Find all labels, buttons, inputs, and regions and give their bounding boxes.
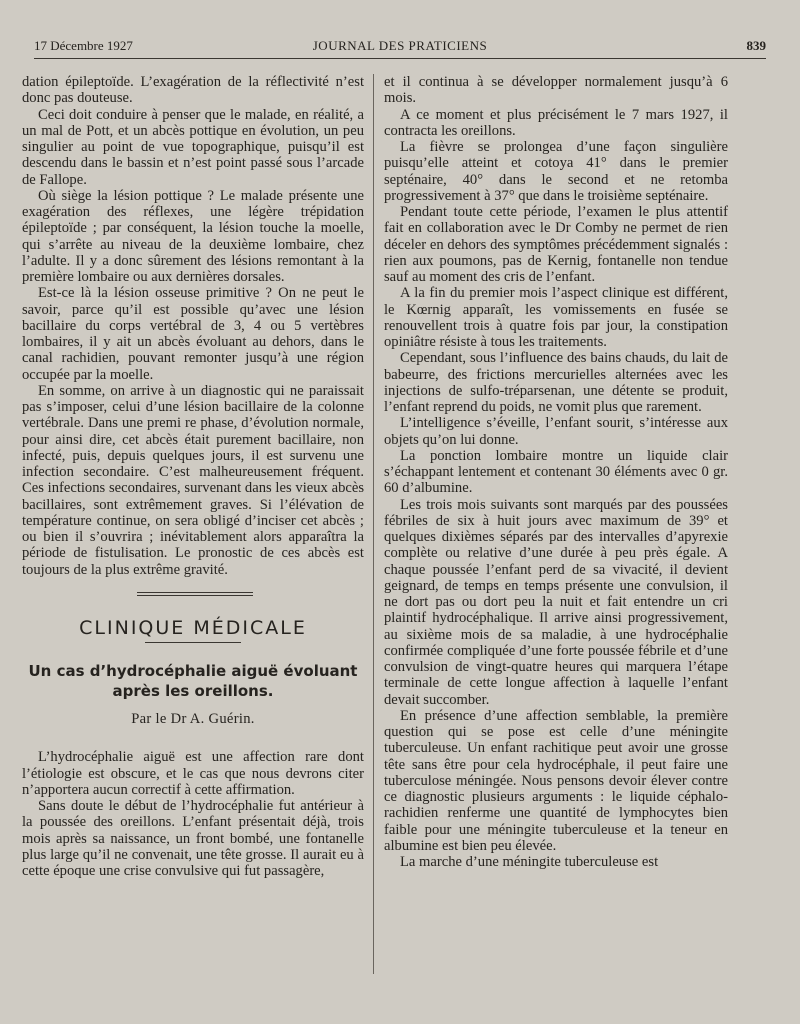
article-byline: Par le Dr A. Guérin. — [131, 711, 255, 727]
paragraph: L’intelligence s’éveille, l’enfant sourit, s’intéresse aux objets qu’on lui donne. — [384, 415, 728, 448]
paragraph: La marche d’une méningite tuberculeuse est — [400, 854, 659, 870]
left-column — [22, 74, 364, 879]
paragraph: En somme, on arrive à un diagnostic qui ne paraissait pas s’imposer, celui d’une lésion bacillaire de la colonne vertébrale. Dans une premi re phase, d’évolution normale, pour ainsi dire, cet abcès était purement bacillaire, non infecté, puis, depuis quelques jours, il est survenu une infection secondaire. C’est malheureusement fréquent. Ces infections secondaires, survenant dans les vieux abcès bacillaires, sont extrêmement graves. Si l’élévation de température continue, on sera obligé d’inciser cet abcès ; ou bien il s’ouvrira ; inévitablement alors apparaîtra la période de fistulisation. Le pronostic de ces abcès est toujours de la plus extrême gravité. — [22, 382, 364, 578]
header-page-number: 839 — [746, 38, 766, 53]
right-column — [384, 74, 728, 870]
paragraph: La fièvre se prolongea d’une façon singulière puisqu’elle atteint et cotoya 41° dans le premier septénaire, 40° dans le second et ne retomba progressivement à 37° que dans le troisième septénaire. — [384, 139, 728, 204]
article-title-line: Un cas d’hydrocéphalie aiguë évoluant — [28, 662, 358, 680]
section-title: CLINIQUE MÉDICALE — [79, 616, 307, 639]
running-header — [34, 38, 766, 59]
header-date: 17 Décembre 1927 — [34, 38, 133, 53]
section-title-rule — [145, 642, 241, 643]
paragraph: Pendant toute cette période, l’examen le plus attentif fait en collaboration avec le Dr Comby ne permet de rien déceler en dehors des symptômes précédemment signalés : rien aux poumons, pas de Kernig, fontanelle non tendue sauf au moment des cris de l’enfant. — [384, 204, 728, 285]
paragraph: Où siège la lésion pottique ? Le malade présente une exagération des réflexes, une légère trépidation épileptoïde ; par conséquent, la lésion touche la moelle, qui s’arrête au niveau de la deuxième lombaire, chez l’adulte. Il y a donc sûrement des lésions remontant à la première lombaire ou aux dernières dorsales. — [22, 187, 364, 285]
column-divider — [373, 74, 374, 974]
paragraph: dation épileptoïde. L’exagération de la réflectivité n’est donc pas douteuse. — [22, 74, 364, 107]
article-title-line: après les oreillons. — [112, 682, 274, 700]
paragraph: L’hydrocéphalie aiguë est une affection rare dont l’étiologie est obscure, et le cas que nous devrons citer n’apportera aucun correctif à cette affirmation. — [22, 749, 364, 798]
section-separator — [137, 592, 253, 596]
paragraph: Ceci doit conduire à penser que le malade, en réalité, a un mal de Pott, et un abcès pottique en évolution, un peu singulier au point de vue topographique, puisqu’il est descendu dans le bassin et n’est point passé sous l’arcade de Fallope. — [22, 106, 364, 188]
paragraph: Sans doute le début de l’hydrocéphalie fut antérieur à la poussée des oreillons. L’enfant présentait déjà, trois mois après sa naissance, un front bombé, une fontanelle plus large qu’il ne convenait, une tête grosse. Il aurait eu à cette époque une crise convulsive qui fut passagère, — [22, 798, 364, 879]
paragraph: En présence d’une affection semblable, la première question qui se pose est celle d’une méningite tuberculeuse. Un enfant rachitique peut avoir une grosse tête sans être pour cela hydrocéphale, il peut faire une tuberculose méningée. Nous pensons devoir élever contre ce diagnostic plusieurs arguments : le liquide céphalo-rachidien renferme une quantité de lymphocytes bien faible pour une méningite tuberculeuse et la teneur en albumine est bien peu élevée. — [384, 707, 728, 854]
paragraph: et il continua à se développer normalement jusqu’à 6 mois. — [384, 74, 728, 107]
paragraph: A ce moment et plus précisément le 7 mars 1927, il contracta les oreillons. — [384, 106, 728, 139]
paragraph: Est-ce là la lésion osseuse primitive ? On ne peut le savoir, parce qu’il est possible qu’avec une lésion bacillaire du corps vertébral de 3, 4 ou 5 vertèbres lombaires, il y ait un abcès évoluant au dehors, dans le canal rachidien, pouvant remonter jusqu’à une région occupée par la moelle. — [22, 285, 364, 383]
header-journal-title: JOURNAL DES PRATICIENS — [312, 38, 488, 53]
paragraph: Cependant, sous l’influence des bains chauds, du lait de babeurre, des frictions mercurielles alternées avec les injections de sulfo-tréparsenan, une détente se produit, l’enfant reprend du poids, ne vomit plus que rarement. — [384, 350, 728, 415]
paragraph: La ponction lombaire montre un liquide clair s’échappant lentement et contenant 30 éléments avec 0 gr. 60 d’albumine. — [384, 447, 728, 497]
paragraph: Les trois mois suivants sont marqués par des poussées fébriles de six à huit jours avec maximum de 39° et quelques dixièmes séparés par des intervalles d’apyrexie complète ou relative d’une durée à peu près égale. A chaque poussée l’enfant perd de sa vivacité, il devient geignard, de temps en temps présente une convulsion, il ne dort pas ou dort peu la nuit et fait entendre un cri plaintif hydrocéphalique. Il arrive ainsi progressivement, au sixième mois de sa maladie, à une hydrocéphalie confirmée compliquée d’une forte poussée fébrile et d’une convulsion de vingt-quatre heures qui marquera l’étape terminale de cette longue affection à laquelle l’enfant devait succomber. — [384, 496, 728, 708]
article-title — [22, 661, 364, 701]
paragraph: A la fin du premier mois l’aspect clinique est différent, le Kœrnig apparaît, les vomissements en fusée se renouvellent trois à quatre fois par jour, la constipation opiniâtre résiste à tous les traitements. — [384, 285, 728, 350]
